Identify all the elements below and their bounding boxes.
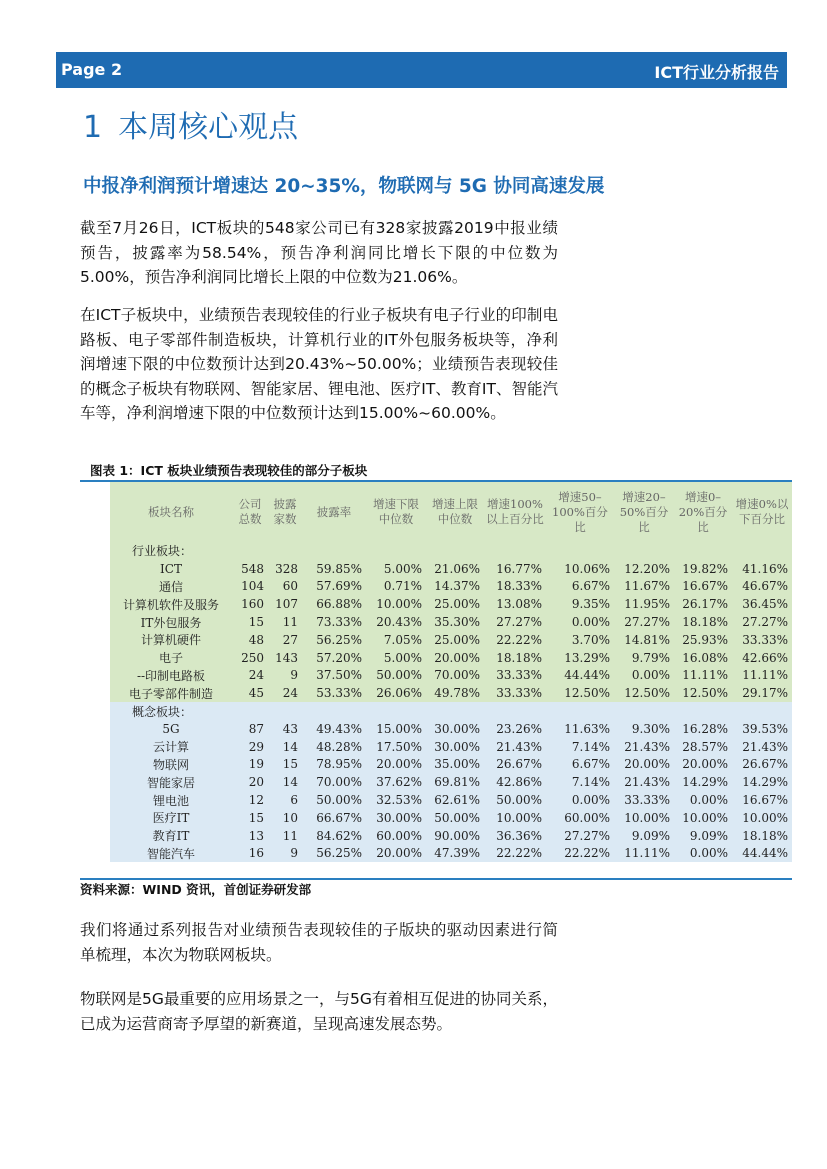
table-cell: 11.11% — [732, 667, 792, 685]
table-cell: 78.95% — [302, 756, 366, 774]
table-row — [110, 667, 792, 685]
table-row — [110, 631, 792, 649]
table-cell: 50.00% — [366, 667, 426, 685]
table-cell: 250 — [232, 649, 268, 667]
table-cell: 0.00% — [614, 667, 674, 685]
table-cell: 104 — [232, 578, 268, 596]
table-cell: 13.29% — [546, 649, 614, 667]
table-cell: 9.09% — [674, 827, 732, 845]
header-bar — [56, 52, 787, 88]
subsection-heading: 中报净利润预计增速达 20~35%，物联网与 5G 协同高速发展 — [83, 176, 605, 197]
group-label: 概念板块： — [110, 702, 792, 720]
table-cell: 56.25% — [302, 631, 366, 649]
table-cell: 44.44% — [546, 667, 614, 685]
table-cell: 48.28% — [302, 738, 366, 756]
row-label: 物联网 — [110, 756, 232, 774]
table-cell: 16.77% — [484, 560, 546, 578]
table-cell: 15 — [232, 809, 268, 827]
table-cell: 11.11% — [614, 845, 674, 863]
table-row — [110, 613, 792, 631]
table-cell: 20 — [232, 773, 268, 791]
table-cell: 11 — [268, 827, 302, 845]
table-cell: 28.57% — [674, 738, 732, 756]
table-cell: 10.00% — [674, 809, 732, 827]
table-cell: 29.17% — [732, 684, 792, 702]
table-cell: 16 — [232, 845, 268, 863]
table-cell: 30.00% — [426, 720, 484, 738]
col-header: 增速0–20%百分比 — [674, 482, 732, 542]
table-cell: 14.29% — [732, 773, 792, 791]
table-cell: 16.28% — [674, 720, 732, 738]
table-cell: 10.00% — [614, 809, 674, 827]
table-cell: 0.00% — [546, 613, 614, 631]
table-cell: 30.00% — [426, 738, 484, 756]
table-cell: 3.70% — [546, 631, 614, 649]
table-cell: 57.20% — [302, 649, 366, 667]
table-cell: 19.82% — [674, 560, 732, 578]
table-cell: 36.45% — [732, 595, 792, 613]
report-title: ICT行业分析报告 — [654, 63, 779, 82]
col-header: 增速100%以上百分比 — [484, 482, 546, 542]
table-cell: 62.61% — [426, 791, 484, 809]
table-cell: 21.06% — [426, 560, 484, 578]
table-cell: 21.43% — [484, 738, 546, 756]
table-cell: 18.18% — [484, 649, 546, 667]
table-cell: 20.00% — [614, 756, 674, 774]
table-cell: 20.00% — [674, 756, 732, 774]
section-heading — [83, 102, 298, 146]
table-cell: 24 — [268, 684, 302, 702]
table-cell: 0.71% — [366, 578, 426, 596]
table-cell: 27 — [268, 631, 302, 649]
table-cell: 22.22% — [546, 845, 614, 863]
table-cell: 143 — [268, 649, 302, 667]
table-cell: 5.00% — [366, 649, 426, 667]
table-cell: 548 — [232, 560, 268, 578]
table-cell: 9.09% — [614, 827, 674, 845]
table-cell: 18.33% — [484, 578, 546, 596]
figure-source: 资料来源：WIND 资讯，首创证券研发部 — [80, 882, 312, 897]
table-cell: 41.16% — [732, 560, 792, 578]
table-cell: 73.33% — [302, 613, 366, 631]
table-row — [110, 773, 792, 791]
table-cell: 0.00% — [674, 845, 732, 863]
paragraph-3: 我们将通过系列报告对业绩预告表现较佳的子版块的驱动因素进行简单梳理，本次为物联网板块。 — [80, 921, 558, 964]
table-cell: 26.67% — [484, 756, 546, 774]
table-row — [110, 560, 792, 578]
table-row — [110, 756, 792, 774]
col-header: 增速下限中位数 — [366, 482, 426, 542]
table-cell: 107 — [268, 595, 302, 613]
table-cell: 10.00% — [732, 809, 792, 827]
table-cell: 27.27% — [732, 613, 792, 631]
table-cell: 43 — [268, 720, 302, 738]
table-cell: 9.79% — [614, 649, 674, 667]
table-cell: 6 — [268, 791, 302, 809]
table-cell: 16.08% — [674, 649, 732, 667]
col-header: 增速上限中位数 — [426, 482, 484, 542]
table-cell: 15 — [232, 613, 268, 631]
row-label: 智能汽车 — [110, 845, 232, 863]
section-title: 本周核心观点 — [118, 110, 299, 145]
table-cell: 56.25% — [302, 845, 366, 863]
table-cell: 60.00% — [546, 809, 614, 827]
table-row — [110, 595, 792, 613]
table-cell: 45 — [232, 684, 268, 702]
table-row — [110, 649, 792, 667]
table-cell: 6.67% — [546, 756, 614, 774]
table-cell: 14 — [268, 738, 302, 756]
table-cell: 22.22% — [484, 845, 546, 863]
table-cell: 16.67% — [674, 578, 732, 596]
table-cell: 18.18% — [732, 827, 792, 845]
table-cell: 37.50% — [302, 667, 366, 685]
row-label: 云计算 — [110, 738, 232, 756]
row-label: 通信 — [110, 578, 232, 596]
table-cell: 10.00% — [366, 595, 426, 613]
table-cell: 9.35% — [546, 595, 614, 613]
row-label: 智能家居 — [110, 773, 232, 791]
table-cell: 10.00% — [484, 809, 546, 827]
table-cell: 42.66% — [732, 649, 792, 667]
table-cell: 12.50% — [674, 684, 732, 702]
table-cell: 70.00% — [302, 773, 366, 791]
table-cell: 29 — [232, 738, 268, 756]
table-cell: 33.33% — [732, 631, 792, 649]
table-cell: 20.43% — [366, 613, 426, 631]
row-label: --印制电路板 — [110, 667, 232, 685]
table-cell: 20.00% — [366, 756, 426, 774]
table-cell: 0.00% — [546, 791, 614, 809]
table-cell: 44.44% — [732, 845, 792, 863]
table-cell: 33.33% — [484, 667, 546, 685]
sector-table — [110, 482, 792, 862]
table-cell: 14 — [268, 773, 302, 791]
table-cell: 21.43% — [614, 738, 674, 756]
table-cell: 12.50% — [546, 684, 614, 702]
table-cell: 50.00% — [302, 791, 366, 809]
table-cell: 47.39% — [426, 845, 484, 863]
table-cell: 19 — [232, 756, 268, 774]
paragraph-1: 截至7月26日，ICT板块的548家公司已有328家披露2019中报业绩预告，披露率为58.54%，预告净利润同比增长下限的中位数为5.00%，预告净利润同比增长上限的中位数为21.06%。 — [80, 219, 558, 286]
table-cell: 12 — [232, 791, 268, 809]
section-number: 1 — [83, 110, 103, 145]
table-cell: 10.06% — [546, 560, 614, 578]
table-cell: 18.18% — [674, 613, 732, 631]
table-row — [110, 684, 792, 702]
col-header: 披露家数 — [268, 482, 302, 542]
table-cell: 49.78% — [426, 684, 484, 702]
table-cell: 66.88% — [302, 595, 366, 613]
table-row — [110, 738, 792, 756]
table-cell: 60.00% — [366, 827, 426, 845]
table-cell: 7.05% — [366, 631, 426, 649]
row-label: 5G — [110, 720, 232, 738]
table-cell: 49.43% — [302, 720, 366, 738]
table-cell: 27.27% — [484, 613, 546, 631]
figure-title: 图表 1：ICT 板块业绩预告表现较佳的部分子板块 — [90, 463, 368, 478]
table-cell: 11 — [268, 613, 302, 631]
paragraph-4: 物联网是5G最重要的应用场景之一，与5G有着相互促进的协同关系，已成为运营商寄予厚望的新赛道，呈现高速发展态势。 — [80, 990, 558, 1033]
table-cell: 46.67% — [732, 578, 792, 596]
table-cell: 9.30% — [614, 720, 674, 738]
table-cell: 50.00% — [484, 791, 546, 809]
table-cell: 13 — [232, 827, 268, 845]
table-cell: 25.00% — [426, 595, 484, 613]
page-number: Page 2 — [61, 60, 123, 79]
col-header: 增速0%以下百分比 — [732, 482, 792, 542]
group-label: 行业板块： — [110, 542, 792, 560]
table-cell: 53.33% — [302, 684, 366, 702]
table-cell: 11.95% — [614, 595, 674, 613]
table-cell: 9 — [268, 845, 302, 863]
table-cell: 16.67% — [732, 791, 792, 809]
table-cell: 20.00% — [426, 649, 484, 667]
table-cell: 25.00% — [426, 631, 484, 649]
table-cell: 6.67% — [546, 578, 614, 596]
table-row — [110, 827, 792, 845]
table-cell: 14.29% — [674, 773, 732, 791]
table-row — [110, 809, 792, 827]
row-label: 电子 — [110, 649, 232, 667]
row-label: IT外包服务 — [110, 613, 232, 631]
table-cell: 17.50% — [366, 738, 426, 756]
table-cell: 11.67% — [614, 578, 674, 596]
row-label: 医疗IT — [110, 809, 232, 827]
row-label: 教育IT — [110, 827, 232, 845]
table-cell: 48 — [232, 631, 268, 649]
col-header: 增速20–50%百分比 — [614, 482, 674, 542]
table-cell: 5.00% — [366, 560, 426, 578]
table-cell: 36.36% — [484, 827, 546, 845]
table-cell: 26.17% — [674, 595, 732, 613]
figure-table-container — [80, 480, 792, 880]
col-header: 增速50–100%百分比 — [546, 482, 614, 542]
row-label: 锂电池 — [110, 791, 232, 809]
table-cell: 37.62% — [366, 773, 426, 791]
table-cell: 26.67% — [732, 756, 792, 774]
table-cell: 14.37% — [426, 578, 484, 596]
table-cell: 69.81% — [426, 773, 484, 791]
table-cell: 21.43% — [732, 738, 792, 756]
table-cell: 9 — [268, 667, 302, 685]
table-cell: 10 — [268, 809, 302, 827]
table-cell: 12.20% — [614, 560, 674, 578]
table-cell: 11.63% — [546, 720, 614, 738]
table-header-row — [110, 482, 792, 542]
table-group-row — [110, 542, 792, 560]
table-cell: 15.00% — [366, 720, 426, 738]
table-row — [110, 791, 792, 809]
table-cell: 20.00% — [366, 845, 426, 863]
table-row — [110, 578, 792, 596]
table-cell: 42.86% — [484, 773, 546, 791]
table-cell: 30.00% — [366, 809, 426, 827]
table-cell: 22.22% — [484, 631, 546, 649]
table-cell: 0.00% — [674, 791, 732, 809]
table-cell: 25.93% — [674, 631, 732, 649]
row-label: ICT — [110, 560, 232, 578]
table-cell: 14.81% — [614, 631, 674, 649]
table-cell: 160 — [232, 595, 268, 613]
row-label: 计算机软件及服务 — [110, 595, 232, 613]
table-cell: 33.33% — [484, 684, 546, 702]
table-cell: 90.00% — [426, 827, 484, 845]
table-cell: 35.30% — [426, 613, 484, 631]
table-group-row — [110, 702, 792, 720]
table-cell: 87 — [232, 720, 268, 738]
col-header: 披露率 — [302, 482, 366, 542]
table-cell: 21.43% — [614, 773, 674, 791]
row-label: 电子零部件制造 — [110, 684, 232, 702]
table-cell: 26.06% — [366, 684, 426, 702]
table-cell: 7.14% — [546, 738, 614, 756]
table-cell: 32.53% — [366, 791, 426, 809]
table-cell: 7.14% — [546, 773, 614, 791]
table-cell: 84.62% — [302, 827, 366, 845]
table-cell: 15 — [268, 756, 302, 774]
table-cell: 70.00% — [426, 667, 484, 685]
table-cell: 27.27% — [614, 613, 674, 631]
table-row — [110, 845, 792, 863]
table-cell: 13.08% — [484, 595, 546, 613]
col-header: 板块名称 — [110, 482, 232, 542]
table-cell: 24 — [232, 667, 268, 685]
table-cell: 11.11% — [674, 667, 732, 685]
table-cell: 33.33% — [614, 791, 674, 809]
table-cell: 23.26% — [484, 720, 546, 738]
table-cell: 59.85% — [302, 560, 366, 578]
row-label: 计算机硬件 — [110, 631, 232, 649]
table-cell: 60 — [268, 578, 302, 596]
table-cell: 39.53% — [732, 720, 792, 738]
table-cell: 27.27% — [546, 827, 614, 845]
col-header: 公司总数 — [232, 482, 268, 542]
table-cell: 66.67% — [302, 809, 366, 827]
table-cell: 35.00% — [426, 756, 484, 774]
table-cell: 57.69% — [302, 578, 366, 596]
table-row — [110, 720, 792, 738]
table-cell: 328 — [268, 560, 302, 578]
table-cell: 50.00% — [426, 809, 484, 827]
table-cell: 12.50% — [614, 684, 674, 702]
paragraph-2: 在ICT子板块中，业绩预告表现较佳的行业子板块有电子行业的印制电路板、电子零部件制造板块，计算机行业的IT外包服务板块等，净利润增速下限的中位数预计达到20.43%~50.00%；业绩预告表现较佳的概念子板块有物联网、智能家居、锂电池、医疗IT、教育IT、智能汽车等，净利润增速下限的中位数预计达到15.00%~60.00%。 — [80, 306, 558, 422]
